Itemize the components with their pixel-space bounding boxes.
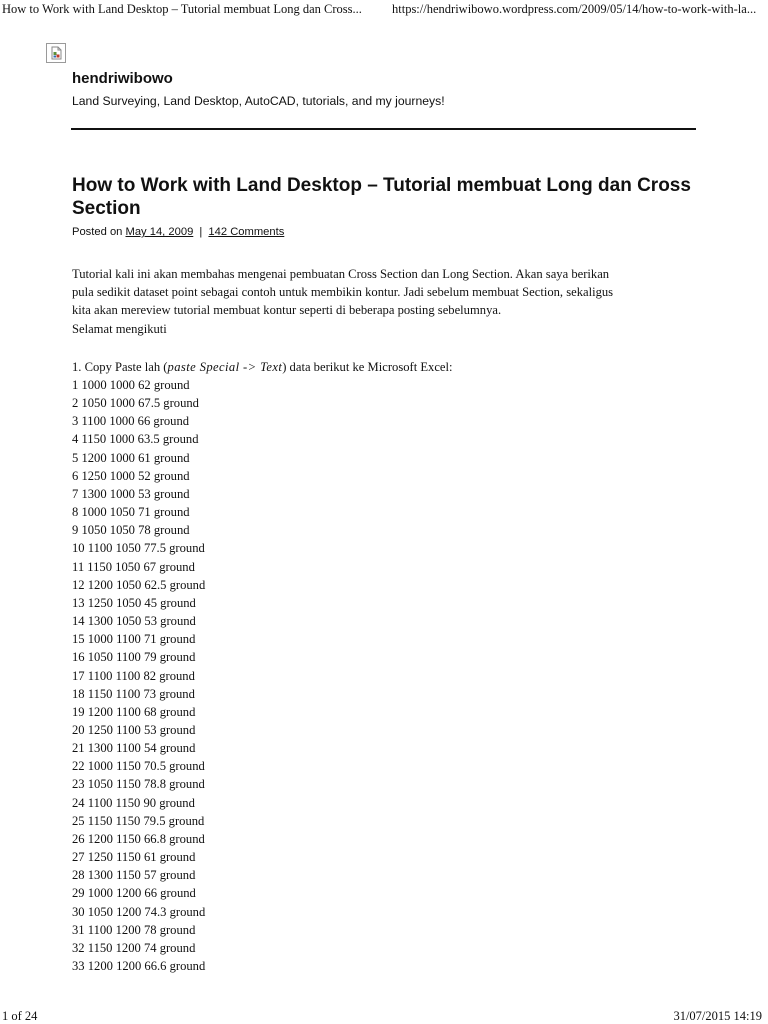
data-row: 12 1200 1050 62.5 ground bbox=[72, 577, 206, 592]
data-row: 6 1250 1000 52 ground bbox=[72, 468, 190, 483]
data-row: 3 1100 1000 66 ground bbox=[72, 414, 190, 429]
meta-separator: | bbox=[199, 226, 203, 238]
print-page-title: How to Work with Land Desktop – Tutorial membuat Long dan Cross... bbox=[2, 2, 362, 16]
broken-image-icon bbox=[46, 43, 66, 63]
intro-line: Tutorial kali ini akan membahas mengenai pembuatan Cross Section dan Long Section. Akan saya berikan bbox=[72, 267, 610, 281]
post-intro bbox=[72, 265, 712, 338]
posted-on-label: Posted on bbox=[72, 226, 123, 238]
intro-line: pula sedikit dataset point sebagai contoh untuk membikin kontur. Jadi sebelum membuat Section, sekaligus bbox=[72, 285, 614, 300]
data-row: 32 1150 1200 74 ground bbox=[72, 940, 196, 955]
data-row: 18 1150 1100 73 ground bbox=[72, 686, 195, 701]
data-row: 27 1250 1150 61 ground bbox=[72, 850, 196, 865]
step-1-suffix: ) data berikut ke Microsoft Excel: bbox=[282, 360, 453, 374]
intro-line: kita akan mereview tutorial membuat kontur seperti di beberapa posting sebelumnya. bbox=[72, 303, 502, 318]
print-footer bbox=[2, 1008, 762, 1024]
data-row: 20 1250 1100 53 ground bbox=[72, 722, 196, 737]
data-row: 21 1300 1100 54 ground bbox=[72, 741, 196, 756]
data-row: 30 1050 1200 74.3 ground bbox=[72, 904, 206, 919]
data-row: 2 1050 1000 67.5 ground bbox=[72, 396, 199, 411]
data-row: 25 1150 1150 79.5 ground bbox=[72, 813, 205, 828]
data-row: 26 1200 1150 66.8 ground bbox=[72, 831, 205, 846]
step-1-emphasis: paste Special -> Text bbox=[167, 360, 283, 374]
site-title[interactable]: hendriwibowo bbox=[72, 70, 173, 87]
data-row: 10 1100 1050 77.5 ground bbox=[72, 541, 205, 556]
comments-link[interactable]: 142 Comments bbox=[208, 226, 285, 238]
data-row: 19 1200 1100 68 ground bbox=[72, 704, 196, 719]
post-title[interactable]: How to Work with Land Desktop – Tutorial membuat Long dan Cross Section bbox=[72, 175, 691, 219]
post-meta bbox=[72, 225, 284, 240]
data-row: 17 1100 1100 82 ground bbox=[72, 668, 195, 683]
header-divider bbox=[71, 128, 696, 130]
print-page-url: https://hendriwibowo.wordpress.com/2009/05/14/how-to-work-with-la... bbox=[392, 2, 757, 16]
data-row: 13 1250 1050 45 ground bbox=[72, 595, 196, 610]
data-row: 5 1200 1000 61 ground bbox=[72, 450, 190, 465]
step-1-instruction bbox=[72, 358, 453, 376]
data-row: 24 1100 1150 90 ground bbox=[72, 795, 195, 810]
step-1-prefix: 1. Copy Paste lah ( bbox=[72, 360, 168, 374]
page-number: 1 of 24 bbox=[2, 1009, 38, 1023]
data-row: 9 1050 1050 78 ground bbox=[72, 523, 190, 538]
data-row: 22 1000 1150 70.5 ground bbox=[72, 759, 205, 774]
data-row: 15 1000 1100 71 ground bbox=[72, 632, 196, 647]
print-header bbox=[2, 1, 762, 17]
intro-line: Selamat mengikuti bbox=[72, 321, 167, 336]
data-row: 14 1300 1050 53 ground bbox=[72, 614, 196, 629]
data-row: 4 1150 1000 63.5 ground bbox=[72, 432, 199, 447]
data-row: 1 1000 1000 62 ground bbox=[72, 378, 190, 392]
data-row: 33 1200 1200 66.6 ground bbox=[72, 959, 206, 973]
point-data-list bbox=[72, 376, 205, 975]
data-row: 8 1000 1050 71 ground bbox=[72, 505, 190, 520]
print-datetime: 31/07/2015 14:19 bbox=[673, 1009, 762, 1023]
data-row: 11 1150 1050 67 ground bbox=[72, 559, 195, 574]
data-row: 16 1050 1100 79 ground bbox=[72, 650, 196, 665]
data-row: 23 1050 1150 78.8 ground bbox=[72, 777, 205, 792]
data-row: 31 1100 1200 78 ground bbox=[72, 922, 196, 937]
post-date-link[interactable]: May 14, 2009 bbox=[125, 226, 194, 238]
site-tagline: Land Surveying, Land Desktop, AutoCAD, tutorials, and my journeys! bbox=[72, 94, 445, 108]
data-row: 28 1300 1150 57 ground bbox=[72, 868, 196, 883]
data-row: 29 1000 1200 66 ground bbox=[72, 886, 196, 901]
data-row: 7 1300 1000 53 ground bbox=[72, 486, 190, 501]
